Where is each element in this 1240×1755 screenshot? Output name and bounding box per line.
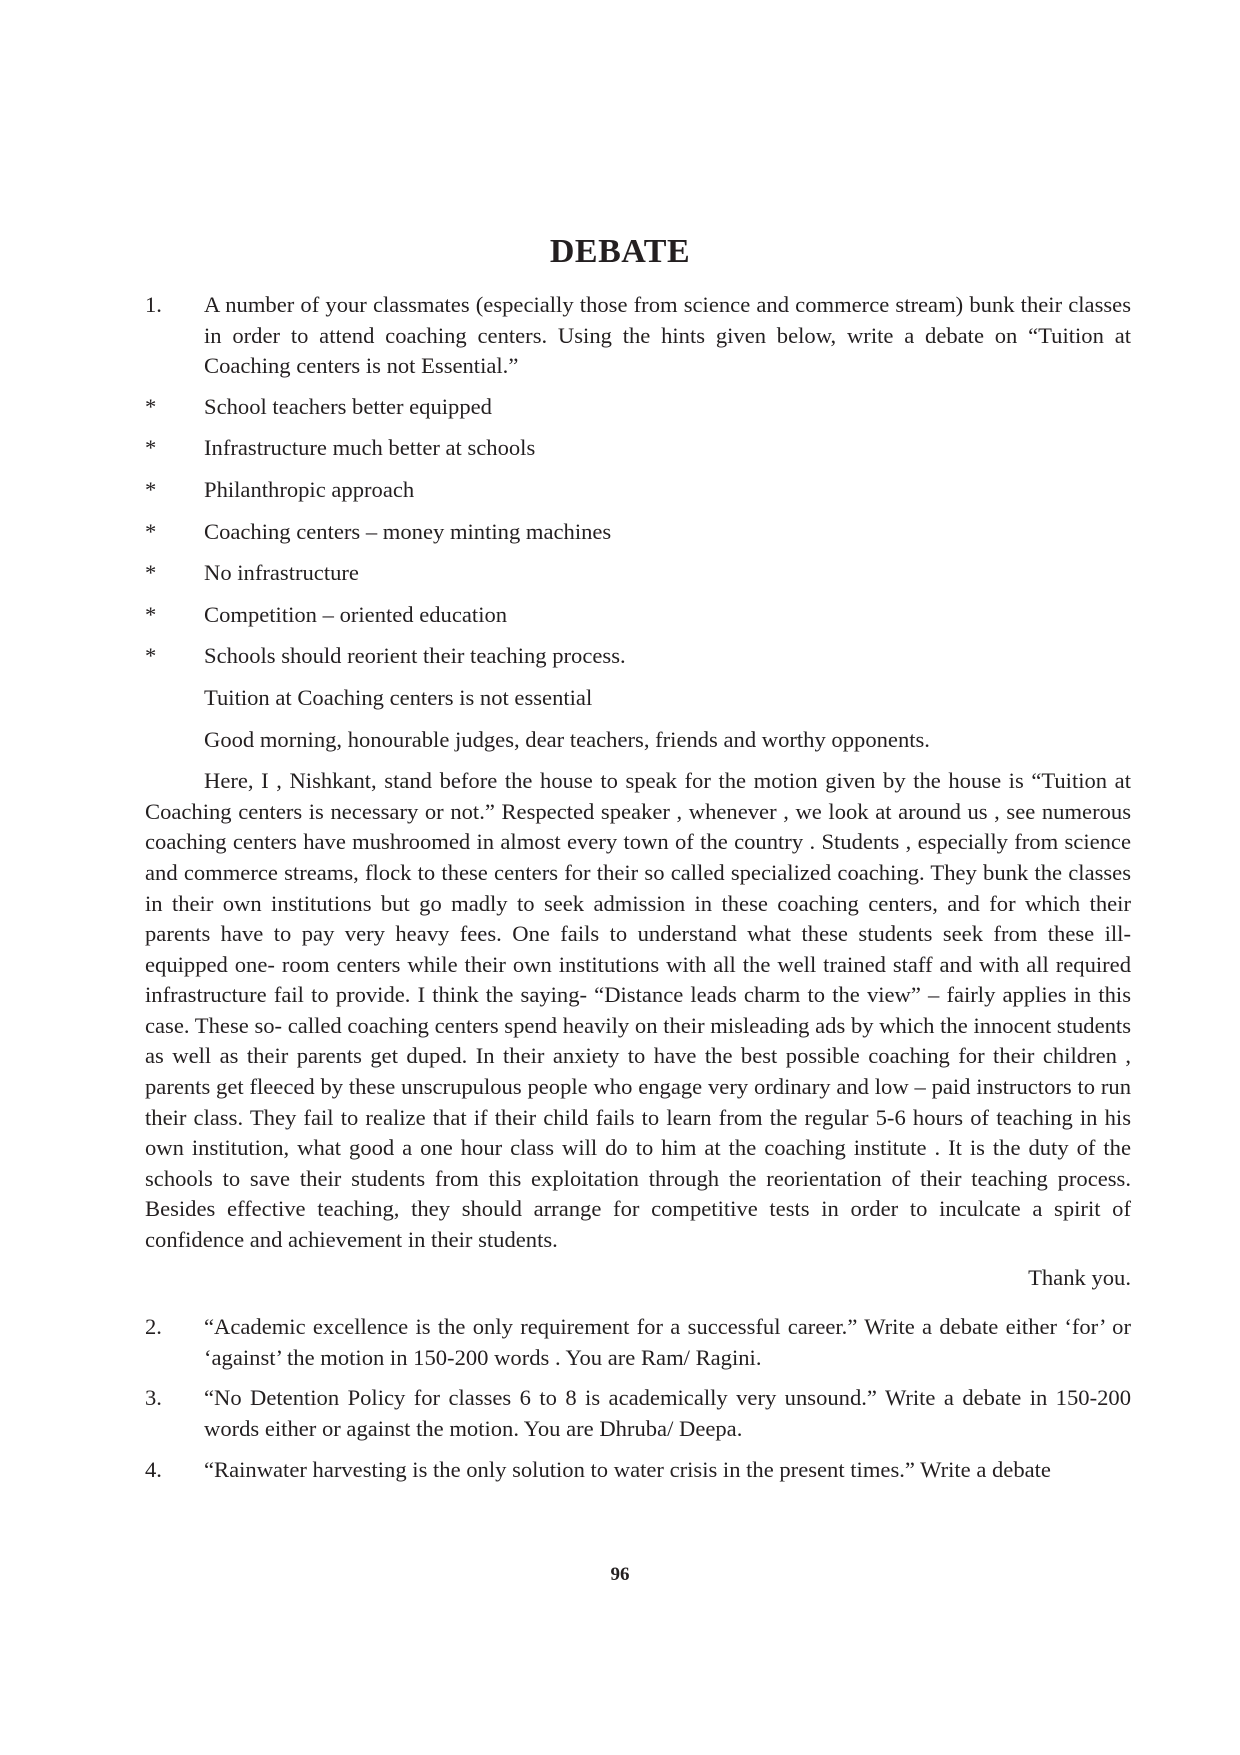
question-number: 2. xyxy=(145,1314,162,1340)
question-text: A number of your classmates (especially those from science and commerce stream) bunk their classes in order to attend coaching centers. Using the hints given below, write a debate on “Tuition at Coaching centers is not Essential.” xyxy=(204,292,1131,379)
hint-item xyxy=(145,558,1131,589)
question-number: 3. xyxy=(145,1385,162,1411)
hint-text: Coaching centers – money minting machines xyxy=(204,518,612,544)
hint-item xyxy=(145,641,1131,672)
question-text: “No Detention Policy for classes 6 to 8 is academically very unsound.” Write a debate in 150-200 words either or against the motion. You are Dhruba/ Deepa. xyxy=(204,1385,1131,1441)
debate-greeting: Good morning, honourable judges, dear teachers, friends and worthy opponents. xyxy=(204,726,930,752)
bullet-asterisk: * xyxy=(145,560,157,586)
page-title: DEBATE xyxy=(549,233,691,270)
debate-body-paragraph: Here, I , Nishkant, stand before the house to speak for the motion given by the house is “Tuition at Coaching centers is necessary or not.” Respected speaker , whenever , we look at around us , see numerous coaching centers have mushroomed in almost every town of the country . Students , especially from science and commerce streams, flock to these centers for their so called specialized coaching. They bunk the classes in their own institutions but go madly to seek admission in these coaching centers, and for which their parents have to pay very heavy fees. One fails to understand what these students seek from these ill- equipped one- room centers while their own institutions with all the well trained staff and with all required infrastructure fail to provide. I think the saying- “Distance leads charm to the view” – fairly applies in this case. These so- called coaching centers spend heavily on their misleading ads by which the innocent students as well as their parents get duped. In their anxiety to have the best possible coaching for their children , parents get fleeced by these unscrupulous people who engage very ordinary and low – paid instructors to run their class. They fail to realize that if their child fails to learn from the regular 5-6 hours of teaching in his own institution, what good a one hour class will do to him at the coaching institute . It is the duty of the schools to save their students from this exploitation through the reorientation of their teaching process. Besides effective teaching, they should arrange for competitive tests in order to inculcate a spirit of confidence and achievement in their students. xyxy=(145,768,1131,1253)
question-2 xyxy=(145,1312,1131,1373)
question-text: “Rainwater harvesting is the only solution to water crisis in the present times.” Write a debate xyxy=(204,1456,1051,1482)
hint-text: Competition – oriented education xyxy=(204,601,508,627)
hint-text: Infrastructure much better at schools xyxy=(204,435,536,461)
hint-item xyxy=(145,517,1131,548)
debate-title: Tuition at Coaching centers is not essential xyxy=(204,684,593,710)
hint-item xyxy=(145,475,1131,506)
page-number: 96 xyxy=(610,1564,630,1585)
bullet-asterisk: * xyxy=(145,393,157,419)
hint-text: School teachers better equipped xyxy=(204,393,492,419)
hint-item xyxy=(145,433,1131,464)
question-1 xyxy=(145,290,1131,382)
bullet-asterisk: * xyxy=(145,601,157,627)
page-content xyxy=(145,290,1131,1485)
debate-closing: Thank you. xyxy=(1028,1264,1131,1290)
question-4 xyxy=(145,1455,1131,1486)
bullet-asterisk: * xyxy=(145,643,157,669)
bullet-asterisk: * xyxy=(145,476,157,502)
hint-item xyxy=(145,392,1131,423)
hint-text: Philanthropic approach xyxy=(204,476,415,502)
question-number: 4. xyxy=(145,1456,162,1482)
bullet-asterisk: * xyxy=(145,518,157,544)
hint-text: No infrastructure xyxy=(204,560,359,586)
question-number: 1. xyxy=(145,292,162,317)
bullet-asterisk: * xyxy=(145,435,157,461)
hint-text: Schools should reorient their teaching process. xyxy=(204,643,626,669)
question-3 xyxy=(145,1383,1131,1444)
question-text: “Academic excellence is the only requirement for a successful career.” Write a debate either ‘for’ or ‘against’ the motion in 150-200 words . You are Ram/ Ragini. xyxy=(204,1314,1131,1370)
hint-item xyxy=(145,600,1131,631)
